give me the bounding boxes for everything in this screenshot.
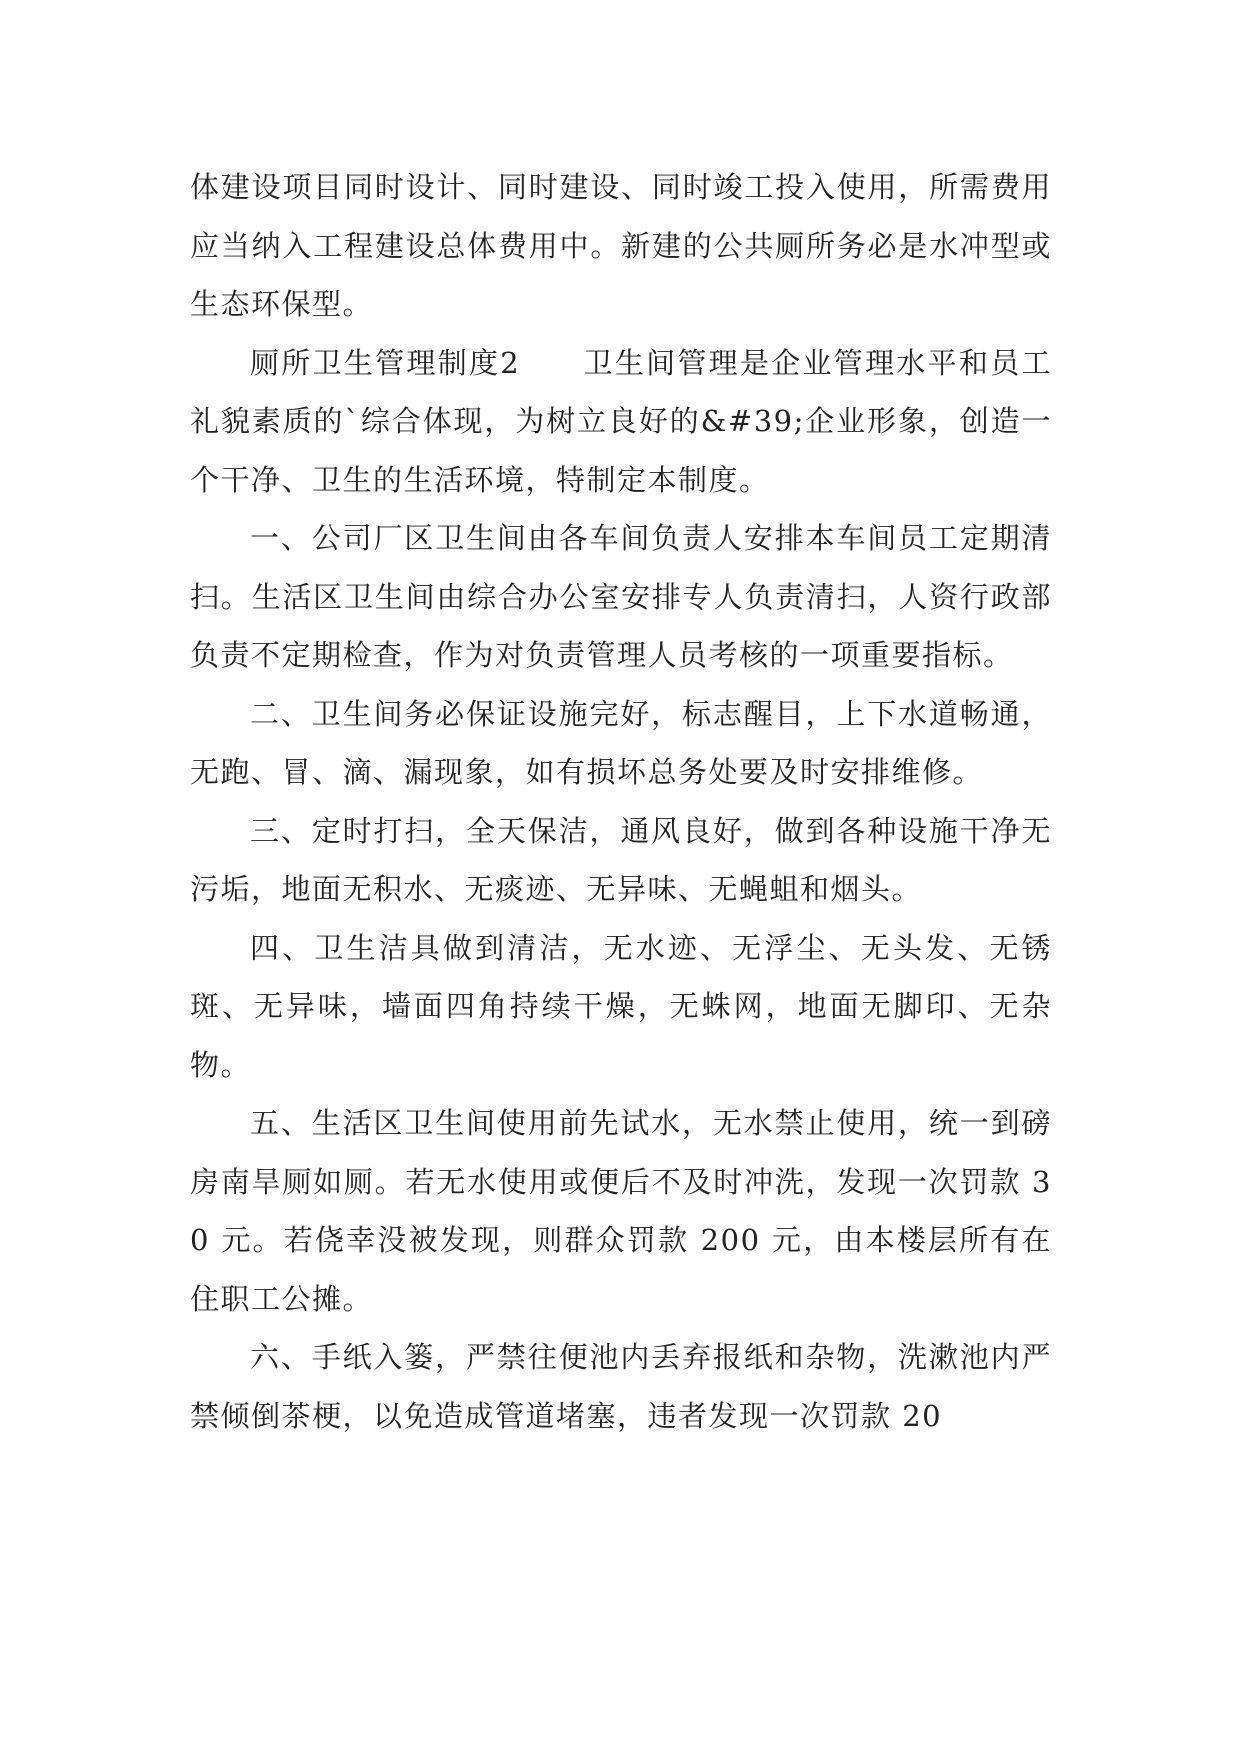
document-body bbox=[190, 158, 1052, 1445]
paragraph-rule-2: 二、卫生间务必保证设施完好，标志醒目，上下水道畅通，无跑、冒、滴、漏现象，如有损坏总务处要及时安排维修。 bbox=[190, 696, 1052, 789]
paragraph-rule-6: 六、手纸入篓，严禁往便池内丢弃报纸和杂物，洗漱池内严禁倾倒茶梗，以免造成管道堵塞，违者发现一次罚款 20 bbox=[190, 1340, 1052, 1433]
paragraph-section-2-intro: 厕所卫生管理制度2 卫生间管理是企业管理水平和员工礼貌素质的`综合体现，为树立良好的&#39;企业形象，创造一个干净、卫生的生活环境，特制定本制度。 bbox=[190, 345, 1052, 497]
paragraph-rule-3: 三、定时打扫，全天保洁，通风良好，做到各种设施干净无污垢，地面无积水、无痰迹、无异味、无蝇蛆和烟头。 bbox=[190, 813, 1052, 906]
paragraph-rule-4: 四、卫生洁具做到清洁，无水迹、无浮尘、无头发、无锈斑、无异味，墙面四角持续干燥，无蛛网，地面无脚印、无杂物。 bbox=[190, 930, 1052, 1082]
paragraph-intro-continuation: 体建设项目同时设计、同时建设、同时竣工投入使用，所需费用应当纳入工程建设总体费用中。新建的公共厕所务必是水冲型或生态环保型。 bbox=[190, 170, 1052, 321]
paragraph-rule-1: 一、公司厂区卫生间由各车间负责人安排本车间员工定期清扫。生活区卫生间由综合办公室安排专人负责清扫，人资行政部负责不定期检查，作为对负责管理人员考核的一项重要指标。 bbox=[190, 521, 1052, 672]
paragraph-rule-5: 五、生活区卫生间使用前先试水，无水禁止使用，统一到磅房南旱厕如厕。若无水使用或便后不及时冲洗，发现一次罚款 30 元。若侥幸没被发现，则群众罚款 200 元，由本楼层所有在住职工公摊。 bbox=[190, 1106, 1052, 1316]
